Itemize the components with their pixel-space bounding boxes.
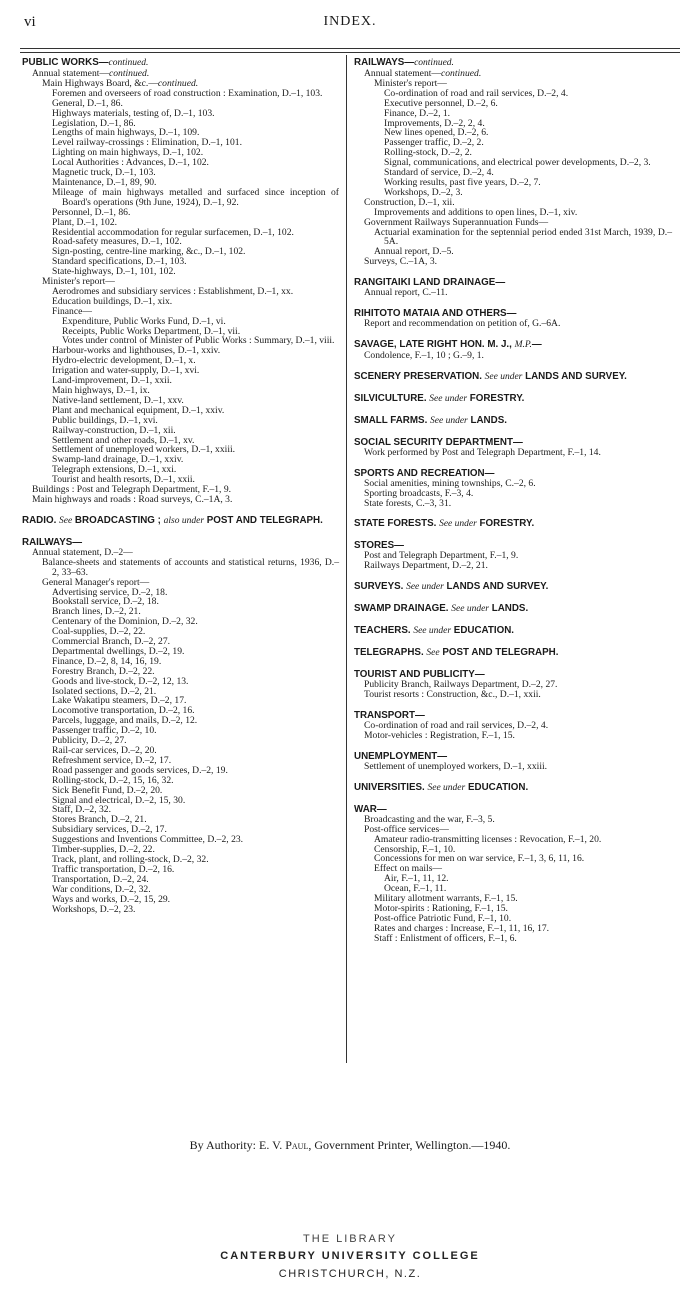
entry-text: Staff, D.–2, 32. xyxy=(52,804,111,816)
entry-text: RAILWAYS— xyxy=(354,57,415,68)
entry-text: Working results, past five years, D.–2, 7. xyxy=(384,176,541,188)
header-rule-2 xyxy=(20,52,680,53)
heading-part: SILVICULTURE. xyxy=(354,392,430,404)
entry-text: Publicity, D.–2, 27. xyxy=(52,735,127,747)
entry-text: Isolated sections, D.–2, 21. xyxy=(52,685,157,697)
entry-text: Finance, D.–2, 8, 14, 16, 19. xyxy=(52,655,162,667)
entry-text: Goods and live-stock, D.–2, 12, 13. xyxy=(52,675,189,687)
entry-text: Amateur radio-transmitting licenses : Revocation, F.–1, 20. xyxy=(374,833,602,845)
entry-spacer xyxy=(354,405,672,415)
entry-text: State forests, C.–3, 31. xyxy=(364,497,452,509)
continued-note: continued. xyxy=(441,68,482,79)
entry-text: Military allotment warrants, F.–1, 15. xyxy=(374,893,518,905)
entry-text: Air, F.–1, 11, 12. xyxy=(384,873,449,885)
entry-text: Centenary of the Dominion, D.–2, 32. xyxy=(52,616,198,628)
entry-text: Parcels, luggage, and mails, D.–2, 12. xyxy=(52,715,198,727)
cross-reference-note: M.P. xyxy=(514,339,532,350)
entry-text: Traffic transportation, D.–2, 16. xyxy=(52,863,175,875)
entry-text: Finance— xyxy=(52,305,92,317)
heading-part: STATE FORESTS. xyxy=(354,518,440,530)
header-rule xyxy=(20,48,680,49)
entry-text: Publicity Branch, Railways Department, D.–2, 27. xyxy=(364,679,558,691)
cross-reference-note: See under xyxy=(427,782,466,793)
entry-text: Aerodromes and subsidiary services : Establishment, D.–1, xx. xyxy=(52,285,294,297)
entry-text: Broadcasting and the war, F.–3, 5. xyxy=(364,813,495,825)
entry-text: Road passenger and goods services, D.–2, 19. xyxy=(52,764,228,776)
entry-text: Report and recommendation on petition of, G.–6A. xyxy=(364,318,561,330)
column-divider xyxy=(346,55,347,1063)
entry-text: Motor-spirits : Rationing, F.–1, 15. xyxy=(374,902,508,914)
entry-text: Lengths of main highways, D.–1, 109. xyxy=(52,127,200,139)
entry-text: Government Railways Superannuation Funds— xyxy=(364,216,549,228)
heading-part: POST AND TELEGRAPH. xyxy=(439,647,559,659)
entry-text: Censorship, F.–1, 10. xyxy=(374,843,456,855)
entry-text: Ways and works, D.–2, 15, 29. xyxy=(52,893,171,905)
entry-text: Refreshment service, D.–2, 17. xyxy=(52,754,172,766)
cross-reference-note: See xyxy=(426,648,440,659)
index-entry xyxy=(22,558,339,578)
entry-spacer xyxy=(354,427,672,437)
entry-text: Suggestions and Inventions Committee, D.–2, 23. xyxy=(52,834,244,846)
entry-text: Improvements, D.–2, 2, 4. xyxy=(384,117,485,129)
entry-text: Sick Benefit Fund, D.–2, 20. xyxy=(52,784,163,796)
heading-part: — xyxy=(531,338,542,350)
entry-text: Signal and electrical, D.–2, 15, 30. xyxy=(52,794,186,806)
entry-spacer xyxy=(354,530,672,540)
entry-spacer xyxy=(354,593,672,603)
entry-spacer xyxy=(354,615,672,625)
entry-spacer xyxy=(22,505,339,515)
entry-text: Rail-car services, D.–2, 20. xyxy=(52,745,157,756)
library-stamp-line-3: CHRISTCHURCH, N.Z. xyxy=(278,1268,422,1280)
entry-text: Workshops, D.–2, 23. xyxy=(52,903,136,915)
entry-text: Post and Telegraph Department, F.–1, 9. xyxy=(364,550,519,562)
heading-part: SMALL FARMS. xyxy=(354,414,431,426)
index-heading xyxy=(354,625,672,637)
entry-text: Stores Branch, D.–2, 21. xyxy=(52,814,147,826)
entry-text: Staff : Enlistment of officers, F.–1, 6. xyxy=(374,932,517,944)
library-stamp-line-2: CANTERBURY UNIVERSITY COLLEGE xyxy=(220,1250,480,1262)
index-entry xyxy=(354,934,672,944)
entry-text: Settlement and other roads, D.–1, xv. xyxy=(52,434,195,446)
entry-text: Effect on mails— xyxy=(374,863,443,875)
entry-text: Foremen and overseers of road construction : Examination, D.–1, 103. xyxy=(52,87,323,99)
entry-text: Executive personnel, D.–2, 6. xyxy=(384,97,498,109)
index-entry xyxy=(354,448,672,458)
continued-note: continued. xyxy=(109,68,150,79)
entry-spacer xyxy=(354,361,672,371)
entry-text: RANGITAIKI LAND DRAINAGE— xyxy=(354,277,506,289)
cross-reference-note: See under xyxy=(413,626,452,637)
entry-text: Locomotive transportation, D.–2, 16. xyxy=(52,705,195,717)
heading-part: SCENERY PRESERVATION. xyxy=(354,370,485,382)
entry-text: STORES— xyxy=(354,540,404,552)
index-entry xyxy=(22,905,339,915)
entry-text: Native-land settlement, D.–1, xxv. xyxy=(52,394,184,406)
entry-text: Branch lines, D.–2, 21. xyxy=(52,606,141,618)
entry-text: Coal-supplies, D.–2, 22. xyxy=(52,626,146,638)
heading-part: POST AND TELEGRAPH. xyxy=(204,514,323,526)
heading-part: LANDS AND SURVEY. xyxy=(522,370,627,382)
entry-spacer xyxy=(354,571,672,581)
entry-text: Tourist and health resorts, D.–1, xxii. xyxy=(52,474,195,486)
index-entry xyxy=(354,561,672,571)
entry-spacer xyxy=(354,458,672,468)
index-entry xyxy=(354,319,672,329)
entry-text: Main highways, D.–1, ix. xyxy=(52,385,150,396)
cross-reference-note: See under xyxy=(406,582,444,593)
heading-part: SWAMP DRAINAGE. xyxy=(354,603,452,615)
heading-part: SAVAGE, LATE RIGHT HON. M. J., xyxy=(354,338,515,350)
imprint-prefix: By Authority: E. V. xyxy=(189,1138,286,1152)
page-number: vi xyxy=(24,14,36,30)
printer-name: Paul xyxy=(285,1138,309,1152)
entry-text: TOURIST AND PUBLICITY— xyxy=(354,669,485,681)
continued-note: continued. xyxy=(108,58,149,68)
index-heading xyxy=(354,518,672,530)
entry-text: State-highways, D.–1, 101, 102. xyxy=(52,266,176,278)
entry-text: Education buildings, D.–1, xix. xyxy=(52,295,173,307)
index-column-right xyxy=(354,57,672,944)
entry-text: Minister's report— xyxy=(374,77,447,89)
entry-text: Social amenities, mining townships, C.–2, 6. xyxy=(364,477,536,489)
heading-part: LANDS. xyxy=(467,414,507,426)
entry-text: Land-improvement, D.–1, xxii. xyxy=(52,375,172,387)
entry-text: Improvements and additions to open lines, D.–1, xiv. xyxy=(374,206,578,218)
entry-text: Local Authorities : Advances, D.–1, 102. xyxy=(52,157,209,169)
index-entry xyxy=(354,762,672,772)
entry-text: Swamp-land drainage, D.–1, xxiv. xyxy=(52,454,184,466)
entry-text: Plant, D.–1, 102. xyxy=(52,216,118,228)
entry-text: Subsidiary services, D.–2, 17. xyxy=(52,824,167,836)
cross-reference-note: See under xyxy=(439,519,477,530)
entry-text: Annual statement, D.–2— xyxy=(32,546,133,558)
index-entry xyxy=(354,690,672,700)
entry-spacer xyxy=(354,772,672,782)
entry-spacer xyxy=(354,383,672,393)
entry-text: Actuarial examination for the septennial period ended 31st March, 1939, D.–5A. xyxy=(374,226,672,248)
index-entry xyxy=(354,288,672,298)
cross-reference-note: See xyxy=(59,515,73,526)
entry-text: Work performed by Post and Telegraph Department, F.–1, 14. xyxy=(364,446,601,458)
entry-text: Magnetic truck, D.–1, 103. xyxy=(52,167,156,179)
entry-text: Settlement of unemployed workers, D.–1, xxiii. xyxy=(52,444,236,456)
index-entry xyxy=(354,351,672,361)
entry-spacer xyxy=(22,527,339,537)
index-heading xyxy=(354,371,672,383)
entry-text: TRANSPORT— xyxy=(354,710,425,722)
entry-text: Hydro-electric development, D.–1, x. xyxy=(52,355,196,367)
entry-text: Finance, D.–2, 1. xyxy=(384,107,451,119)
entry-spacer xyxy=(354,700,672,710)
heading-part: SURVEYS. xyxy=(354,581,407,593)
entry-text: Co-ordination of road and rail services, D.–2, 4. xyxy=(364,720,549,732)
entry-text: Votes under control of Minister of Public Works : Summary, D.–1, viii. xyxy=(62,335,335,347)
entry-text: Annual statement— xyxy=(32,68,109,79)
page-title: INDEX. xyxy=(323,14,377,29)
page-header xyxy=(24,14,676,34)
entry-text: Co-ordination of road and rail services, D.–2, 4. xyxy=(384,87,569,99)
entry-spacer xyxy=(354,637,672,647)
entry-text: Passenger traffic, D.–2, 2. xyxy=(384,137,484,149)
entry-spacer xyxy=(354,267,672,277)
entry-text: Expenditure, Public Works Fund, D.–1, vi. xyxy=(62,315,226,327)
entry-text: Balance-sheets and statements of accounts and statistical returns, 1936, D.–2, 33–63. xyxy=(42,556,339,578)
entry-text: Main Highways Board, &c.— xyxy=(42,77,158,89)
entry-text: Commercial Branch, D.–2, 27. xyxy=(52,636,171,648)
entry-text: Advertising service, D.–2, 18. xyxy=(52,586,168,598)
entry-text: Post-office Patriotic Fund, F.–1, 10. xyxy=(374,912,512,924)
heading-part: UNIVERSITIES. xyxy=(354,781,428,793)
cross-reference-note: See under xyxy=(429,393,468,404)
entry-spacer xyxy=(354,329,672,339)
entry-spacer xyxy=(354,298,672,308)
heading-part: LANDS AND SURVEY. xyxy=(443,581,549,593)
entry-text: Forestry Branch, D.–2, 22. xyxy=(52,665,155,677)
index-entry xyxy=(22,495,339,505)
entry-text: Lake Wakatipu steamers, D.–2, 17. xyxy=(52,695,187,707)
entry-text: Concessions for men on war service, F.–1, 3, 6, 11, 16. xyxy=(374,853,585,865)
entry-text: Condolence, F.–1, 10 ; G.–9, 1. xyxy=(364,349,484,361)
continued-note: continued. xyxy=(414,58,454,68)
entry-text: War conditions, D.–2, 32. xyxy=(52,883,151,895)
continued-note: continued. xyxy=(157,77,199,89)
entry-text: Motor-vehicles : Registration, F.–1, 15. xyxy=(364,730,515,741)
entry-spacer xyxy=(354,794,672,804)
heading-part: BROADCASTING ; xyxy=(72,514,164,526)
library-stamp-line-1: THE LIBRARY xyxy=(303,1233,397,1245)
entry-text: Residential accommodation for regular surfacemen, D.–1, 102. xyxy=(52,226,294,238)
entry-text: Road-safety measures, D.–1, 102. xyxy=(52,236,182,248)
heading-part: TEACHERS. xyxy=(354,625,414,637)
heading-part: EDUCATION. xyxy=(465,781,529,793)
entry-text: Rates and charges : Increase, F.–1, 11, 16, 17. xyxy=(374,922,550,934)
entry-text: Sign-posting, centre-line marking, &c., D.–1, 102. xyxy=(52,246,246,258)
entry-text: Standard specifications, D.–1, 103. xyxy=(52,256,187,268)
index-heading xyxy=(22,515,339,527)
imprint-footer xyxy=(0,1138,700,1153)
cross-reference-note: See under xyxy=(430,415,468,426)
heading-part: EDUCATION. xyxy=(451,625,515,637)
entry-text: PUBLIC WORKS— xyxy=(22,57,109,68)
entry-text: Legislation, D.–1, 86. xyxy=(52,117,136,129)
entry-text: Track, plant, and rolling-stock, D.–2, 32. xyxy=(52,853,209,865)
entry-text: Sporting broadcasts, F.–3, 4. xyxy=(364,487,474,499)
heading-part: TELEGRAPHS. xyxy=(354,647,427,659)
entry-text: Passenger traffic, D.–2, 10. xyxy=(52,725,157,737)
entry-text: Maintenance, D.–1, 89, 90. xyxy=(52,176,157,188)
index-heading xyxy=(354,415,672,427)
entry-text: Buildings : Post and Telegraph Department, F.–1, 9. xyxy=(32,484,232,496)
entry-text: Surveys, C.–1A, 3. xyxy=(364,256,438,268)
heading-part: RADIO. xyxy=(22,514,60,526)
entry-text: Post-office services— xyxy=(364,823,449,835)
entry-text: Rolling-stock, D.–2, 15, 16, 32. xyxy=(52,774,174,786)
entry-text: Bookstall service, D.–2, 18. xyxy=(52,596,159,608)
entry-text: Receipts, Public Works Department, D.–1, vii. xyxy=(62,325,241,337)
heading-part: FORESTRY. xyxy=(476,518,535,530)
entry-text: General Manager's report— xyxy=(42,576,150,588)
index-heading xyxy=(354,393,672,405)
entry-spacer xyxy=(354,508,672,518)
index-entry xyxy=(354,257,672,267)
entry-text: Transportation, D.–2, 24. xyxy=(52,873,149,885)
entry-text: Mileage of main highways metalled and surfaced since inception of Board's operations (9th June, 1924), D.–1, 92. xyxy=(52,186,339,208)
entry-text: Railways Department, D.–2, 21. xyxy=(364,560,488,572)
entry-text: Telegraph extensions, D.–1, xxi. xyxy=(52,464,177,476)
entry-text: Signal, communications, and electrical power developments, D.–2, 3. xyxy=(384,157,651,169)
entry-text: Settlement of unemployed workers, D.–1, xxiii. xyxy=(364,760,548,772)
entry-text: New lines opened, D.–2, 6. xyxy=(384,127,489,139)
entry-text: Rolling-stock, D.–2, 2. xyxy=(384,147,472,159)
entry-text: Personnel, D.–1, 86. xyxy=(52,206,131,218)
entry-text: SOCIAL SECURITY DEPARTMENT— xyxy=(354,436,523,448)
entry-text: UNEMPLOYMENT— xyxy=(354,750,448,762)
entry-text: Lighting on main highways, D.–1, 102. xyxy=(52,147,204,159)
entry-text: Construction, D.–1, xii. xyxy=(364,196,455,208)
entry-text: Workshops, D.–2, 3. xyxy=(384,186,463,198)
entry-text: Public buildings, D.–1, xvi. xyxy=(52,414,158,426)
entry-text: Main highways and roads : Road surveys, C.–1A, 3. xyxy=(32,493,233,505)
entry-text: Level railway-crossings : Elimination, D.–1, 101. xyxy=(52,137,242,149)
entry-text: Annual statement— xyxy=(364,68,441,79)
entry-text: Annual report, C.–11. xyxy=(364,287,448,299)
cross-reference-note: See under xyxy=(484,371,523,382)
entry-text: WAR— xyxy=(354,803,387,815)
index-entry xyxy=(354,731,672,741)
entry-text: Minister's report— xyxy=(42,276,115,288)
entry-text: Railway-construction, D.–1, xii. xyxy=(52,424,176,436)
entry-text: SPORTS AND RECREATION— xyxy=(354,467,495,479)
entry-text: Irrigation and water-supply, D.–1, xvi. xyxy=(52,365,200,377)
entry-text: Standard of service, D.–2, 4. xyxy=(384,167,494,179)
cross-reference-note: See under xyxy=(451,604,489,615)
cross-reference-note: also under xyxy=(163,515,205,526)
entry-text: Ocean, F.–1, 11. xyxy=(384,883,447,895)
index-heading xyxy=(354,647,672,659)
entry-text: Annual report, D.–5. xyxy=(374,246,454,258)
entry-text: Timber-supplies, D.–2, 22. xyxy=(52,844,155,856)
index-heading xyxy=(354,603,672,615)
entry-text: Harbour-works and lighthouses, D.–1, xxiv. xyxy=(52,345,221,357)
index-entry xyxy=(354,228,672,248)
imprint-suffix: , Government Printer, Wellington.—1940. xyxy=(308,1138,511,1152)
entry-text: Plant and mechanical equipment, D.–1, xxiv. xyxy=(52,404,225,416)
entry-text: General, D.–1, 86. xyxy=(52,97,123,109)
index-entry xyxy=(354,499,672,509)
entry-spacer xyxy=(354,741,672,751)
entry-text: RAILWAYS— xyxy=(22,536,83,548)
entry-text: RIHITOTO MATAIA AND OTHERS— xyxy=(354,308,517,320)
entry-spacer xyxy=(354,659,672,669)
entry-text: Highways materials, testing of, D.–1, 103. xyxy=(52,107,215,119)
index-heading xyxy=(354,581,672,593)
index-column-left xyxy=(22,57,339,914)
heading-part: LANDS. xyxy=(489,603,529,615)
entry-text: Departmental dwellings, D.–2, 19. xyxy=(52,645,185,657)
entry-text: Tourist resorts : Construction, &c., D.–1, xxii. xyxy=(364,689,541,701)
index-entry xyxy=(22,188,339,208)
index-heading xyxy=(354,782,672,794)
heading-part: FORESTRY. xyxy=(467,392,525,404)
